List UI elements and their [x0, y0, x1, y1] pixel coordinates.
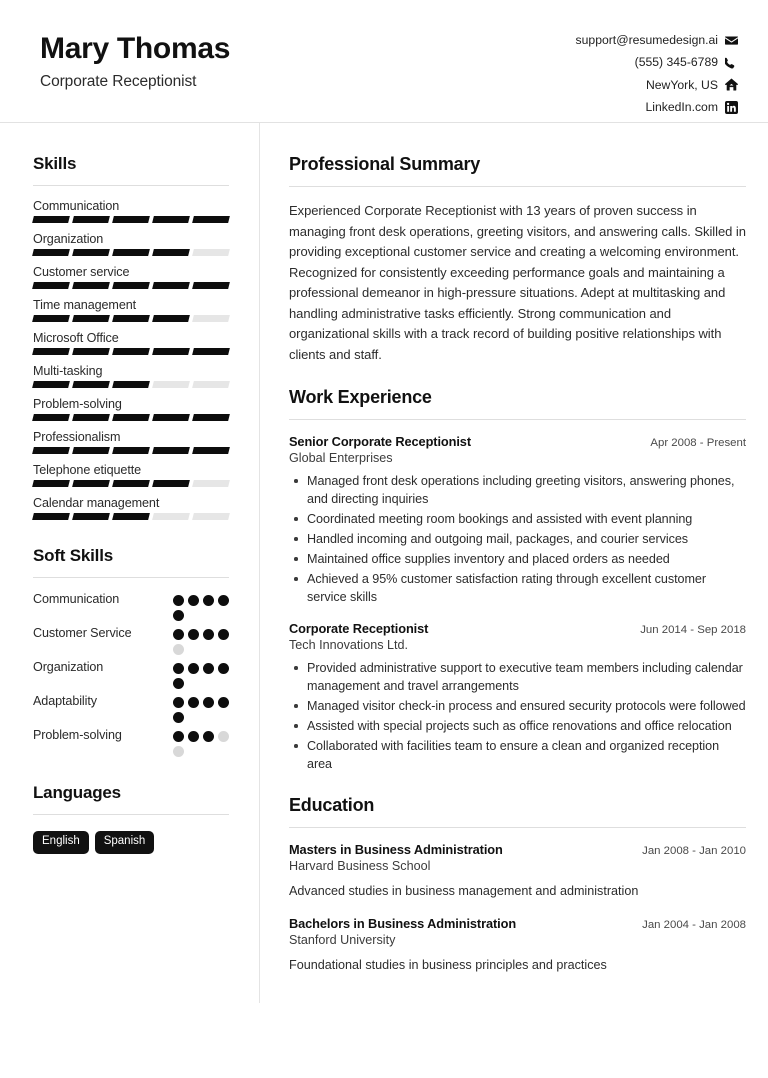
entry-description: Advanced studies in business management and administration	[289, 884, 639, 899]
phone-icon	[725, 56, 738, 69]
contact-text: LinkedIn.com	[645, 99, 718, 114]
skill-level-bar	[33, 315, 229, 322]
skill-bar-segment	[72, 414, 110, 421]
skill-item	[33, 430, 229, 454]
contact-text: (555) 345-6789	[634, 55, 718, 70]
education-entry	[289, 842, 746, 900]
resume-body	[0, 122, 768, 996]
soft-skill-rating	[173, 694, 229, 723]
soft-skill-label: Organization	[33, 660, 104, 674]
skills-list	[33, 199, 229, 520]
entry-header	[289, 434, 746, 449]
skill-level-bar	[33, 216, 229, 223]
rating-dot	[218, 663, 229, 674]
skill-level-bar	[33, 414, 229, 421]
entry-organization: Tech Innovations Ltd.	[289, 638, 409, 653]
entry-date: Jun 2014 - Sep 2018	[640, 624, 746, 637]
soft-skill-rating	[173, 592, 229, 621]
entry-bullet: Maintained office supplies inventory and placed orders as needed	[289, 550, 746, 568]
skill-bar-segment	[112, 381, 150, 388]
contact-list	[576, 26, 738, 116]
page-title: Mary Thomas	[40, 32, 231, 65]
skill-bar-segment	[112, 414, 150, 421]
sidebar	[0, 122, 259, 854]
rating-dot	[173, 644, 184, 655]
skill-bar-segment	[72, 249, 110, 256]
work-section	[289, 387, 746, 773]
rating-dot	[218, 629, 229, 640]
language-pill[interactable]: Spanish	[95, 831, 155, 854]
skill-bar-segment	[152, 381, 190, 388]
entry-title: Corporate Receptionist	[289, 621, 429, 637]
contact-text: NewYork, US	[645, 77, 718, 92]
work-divider	[289, 419, 746, 420]
skill-label: Microsoft Office	[33, 331, 119, 345]
rating-dot	[173, 712, 184, 723]
summary-divider	[289, 186, 746, 187]
skill-bar-segment	[152, 414, 190, 421]
languages-section	[33, 783, 229, 854]
entry-bullet: Provided administrative support to executive team members including calendar management and travel arrangements	[289, 659, 746, 695]
skill-level-bar	[33, 381, 229, 388]
skill-bar-segment	[112, 513, 150, 520]
rating-dot	[203, 595, 214, 606]
skill-bar-segment	[152, 282, 190, 289]
entry-header	[289, 621, 746, 636]
skill-bar-segment	[112, 315, 150, 322]
skill-level-bar	[33, 249, 229, 256]
skill-bar-segment	[112, 216, 150, 223]
skill-label: Customer service	[33, 265, 130, 279]
soft-skill-label: Adaptability	[33, 694, 97, 708]
skill-level-bar	[33, 348, 229, 355]
soft-skill-rating	[173, 626, 229, 655]
skill-bar-segment	[192, 447, 230, 454]
skill-bar-segment	[192, 480, 230, 487]
rating-dot	[218, 595, 229, 606]
soft-skills-section	[33, 546, 229, 757]
education-section	[289, 795, 746, 974]
rating-dot	[188, 595, 199, 606]
skill-bar-segment	[152, 348, 190, 355]
skill-label: Time management	[33, 298, 137, 312]
entry-bullet: Managed front desk operations including greeting visitors, answering phones, and directing inquiries	[289, 472, 746, 508]
entry-bullet: Assisted with special projects such as office renovations and office relocation	[289, 717, 746, 735]
skill-bar-segment	[152, 315, 190, 322]
skill-bar-segment	[72, 513, 110, 520]
entry-date: Apr 2008 - Present	[650, 437, 746, 450]
entry-description: Foundational studies in business principles and practices	[289, 957, 607, 972]
contact-item[interactable]	[646, 76, 738, 94]
education-entry-list	[289, 842, 746, 974]
skill-bar-segment	[112, 282, 150, 289]
skill-label: Communication	[33, 199, 120, 213]
summary-section	[289, 154, 746, 365]
skill-item	[33, 463, 229, 487]
skills-section	[33, 154, 229, 520]
rating-dot	[173, 629, 184, 640]
contact-item[interactable]	[576, 31, 738, 49]
skill-bar-segment	[192, 513, 230, 520]
skill-bar-segment	[192, 381, 230, 388]
resume-header	[0, 0, 768, 122]
skill-bar-segment	[72, 348, 110, 355]
skill-level-bar	[33, 447, 229, 454]
skill-bar-segment	[112, 348, 150, 355]
skill-level-bar	[33, 513, 229, 520]
soft-skill-item	[33, 592, 229, 621]
rating-dot	[173, 663, 184, 674]
skill-label: Problem-solving	[33, 397, 122, 411]
entry-bullet: Handled incoming and outgoing mail, packages, and courier services	[289, 530, 746, 548]
entry-bullet: Managed visitor check-in process and ensured security protocols were followed	[289, 697, 746, 715]
languages-heading: Languages	[33, 783, 121, 802]
column-divider	[259, 123, 260, 1003]
soft-skill-label: Problem-solving	[33, 728, 122, 742]
work-entry	[289, 434, 746, 606]
summary-heading: Professional Summary	[289, 154, 481, 174]
rating-dot	[203, 663, 214, 674]
skill-label: Multi-tasking	[33, 364, 103, 378]
contact-item[interactable]	[646, 98, 739, 116]
skill-bar-segment	[112, 447, 150, 454]
skill-bar-segment	[112, 249, 150, 256]
soft-skill-item	[33, 728, 229, 757]
skill-bar-segment	[32, 447, 70, 454]
skill-label: Calendar management	[33, 496, 160, 510]
soft-skill-label: Customer Service	[33, 626, 132, 640]
soft-skill-rating	[173, 728, 229, 757]
entry-bullet-list	[289, 659, 746, 773]
skill-bar-segment	[32, 315, 70, 322]
skill-item	[33, 397, 229, 421]
skill-bar-segment	[72, 282, 110, 289]
entry-bullet: Achieved a 95% customer satisfaction rating through excellent customer service skills	[289, 570, 746, 606]
skill-bar-segment	[72, 480, 110, 487]
skill-bar-segment	[192, 282, 230, 289]
skill-bar-segment	[152, 513, 190, 520]
rating-dot	[188, 697, 199, 708]
skills-heading: Skills	[33, 154, 77, 173]
entry-bullet: Collaborated with facilities team to ensure a clean and organized reception area	[289, 737, 746, 773]
rating-dot	[203, 697, 214, 708]
languages-divider	[33, 814, 229, 815]
skill-bar-segment	[72, 216, 110, 223]
header-divider	[0, 122, 768, 123]
skill-bar-segment	[72, 315, 110, 322]
soft-skill-item	[33, 626, 229, 655]
summary-text: Experienced Corporate Receptionist with 13 years of proven success in managing front desk operations, greeting visitors, and answering calls. Skilled in providing exceptional customer service and creating a welcoming environment. Recognized for consistently exceeding performance goals and maintaining a professional demeanor in high-pressure situations. Adept at multitasking and handling administrative tasks efficiently. Strong communication and organizational skills with a track record of building positive relationships with clients and staff.	[289, 203, 746, 362]
home-icon	[725, 78, 738, 91]
rating-dot	[188, 663, 199, 674]
soft-skills-heading: Soft Skills	[33, 546, 113, 565]
rating-dot	[188, 731, 199, 742]
soft-skills-list	[33, 592, 229, 757]
envelope-icon	[725, 34, 738, 47]
rating-dot	[188, 629, 199, 640]
education-entry	[289, 916, 746, 974]
skill-bar-segment	[192, 348, 230, 355]
header-identity	[40, 26, 230, 91]
skill-item	[33, 331, 229, 355]
skill-bar-segment	[152, 216, 190, 223]
soft-skill-item	[33, 694, 229, 723]
skill-label: Professionalism	[33, 430, 121, 444]
skill-item	[33, 298, 229, 322]
rating-dot	[173, 746, 184, 757]
skill-item	[33, 496, 229, 520]
skill-bar-segment	[32, 249, 70, 256]
entry-title: Bachelors in Business Administration	[289, 915, 517, 931]
skill-bar-segment	[72, 381, 110, 388]
skill-bar-segment	[152, 249, 190, 256]
skill-bar-segment	[32, 480, 70, 487]
rating-dot	[203, 629, 214, 640]
skill-bar-segment	[32, 216, 70, 223]
entry-bullet: Coordinated meeting room bookings and assisted with event planning	[289, 510, 746, 528]
contact-text: support@resumedesign.ai	[575, 33, 718, 47]
skill-bar-segment	[152, 480, 190, 487]
soft-skill-item	[33, 660, 229, 689]
skill-item	[33, 364, 229, 388]
skill-bar-segment	[72, 447, 110, 454]
rating-dot	[173, 731, 184, 742]
entry-title: Senior Corporate Receptionist	[289, 434, 471, 450]
soft-skills-divider	[33, 577, 229, 578]
skill-level-bar	[33, 480, 229, 487]
skill-bar-segment	[112, 480, 150, 487]
skill-bar-segment	[32, 513, 70, 520]
skill-bar-segment	[192, 414, 230, 421]
rating-dot	[173, 595, 184, 606]
rating-dot	[173, 697, 184, 708]
contact-item[interactable]	[635, 53, 738, 71]
skill-label: Telephone etiquette	[33, 463, 142, 477]
soft-skill-label: Communication	[33, 592, 120, 606]
skill-bar-segment	[152, 447, 190, 454]
skill-bar-segment	[32, 414, 70, 421]
rating-dot	[173, 678, 184, 689]
entry-header	[289, 916, 746, 931]
skill-bar-segment	[192, 249, 230, 256]
skill-level-bar	[33, 282, 229, 289]
skill-bar-segment	[32, 282, 70, 289]
entry-bullet-list	[289, 472, 746, 606]
rating-dot	[218, 697, 229, 708]
skill-bar-segment	[192, 315, 230, 322]
rating-dot	[173, 610, 184, 621]
job-title: Corporate Receptionist	[40, 73, 197, 90]
education-heading: Education	[289, 795, 375, 816]
soft-skill-rating	[173, 660, 229, 689]
entry-title: Masters in Business Administration	[289, 842, 503, 858]
entry-organization: Global Enterprises	[289, 451, 393, 466]
skill-item	[33, 232, 229, 256]
entry-header	[289, 842, 746, 857]
linkedin-icon	[725, 101, 738, 114]
main-content	[259, 122, 768, 996]
skill-item	[33, 265, 229, 289]
work-entry	[289, 621, 746, 773]
entry-date: Jan 2008 - Jan 2010	[642, 845, 746, 858]
skill-bar-segment	[32, 348, 70, 355]
entry-organization: Stanford University	[289, 932, 396, 947]
rating-dot	[218, 731, 229, 742]
languages-list	[33, 831, 229, 854]
skill-item	[33, 199, 229, 223]
skills-divider	[33, 185, 229, 186]
skill-label: Organization	[33, 232, 104, 246]
work-heading: Work Experience	[289, 387, 432, 408]
rating-dot	[203, 731, 214, 742]
language-pill[interactable]: English	[33, 831, 89, 854]
work-entry-list	[289, 434, 746, 773]
entry-organization: Harvard Business School	[289, 859, 431, 874]
entry-date: Jan 2004 - Jan 2008	[642, 918, 746, 931]
skill-bar-segment	[192, 216, 230, 223]
education-divider	[289, 827, 746, 828]
skill-bar-segment	[32, 381, 70, 388]
